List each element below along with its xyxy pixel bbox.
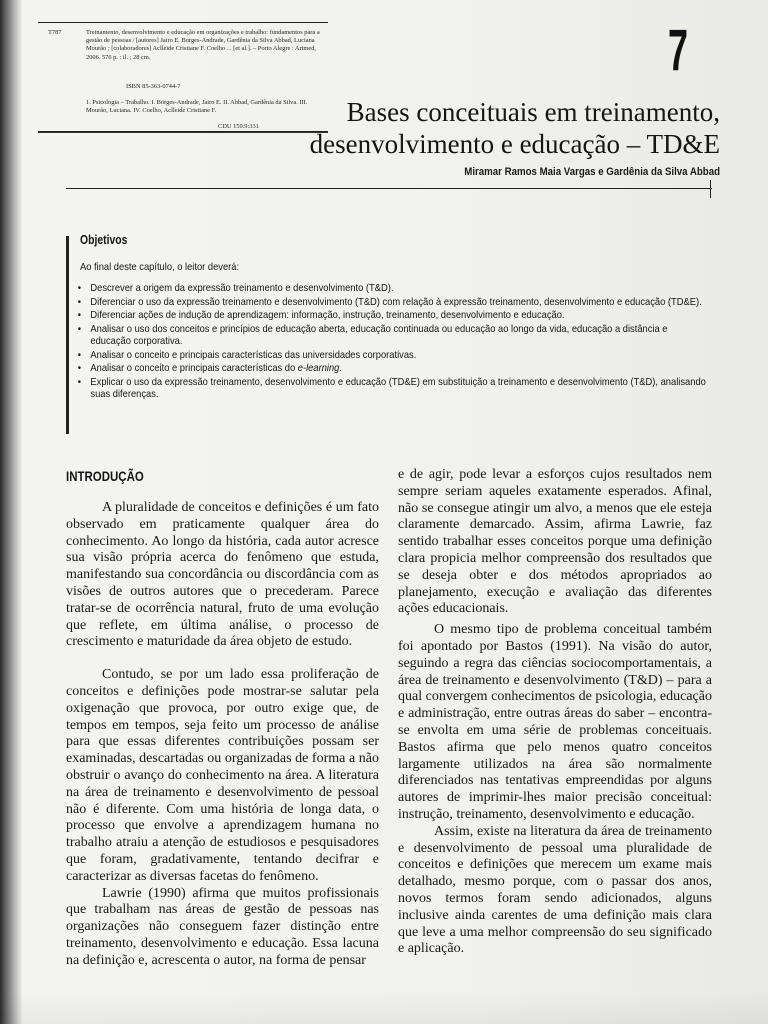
objective-text: Descrever a origem da expressão treinamento e desenvolvimento (T&D). [90, 283, 394, 294]
objectives-heading: Objetivos [80, 232, 128, 247]
objective-item [76, 310, 706, 323]
body-paragraph: e de agir, pode levar a esforços cujos resultados nem sempre seriam aqueles exatamente esperados. Afinal, não se consegue atingir um alvo, a menos que ele esteja claramente demarcado. Assim, afirma Lawrie, faz sentido trabalhar esses conceitos porque uma definição clara propicia melhor compreensão dos resultados que se deseja obter e dos métodos apropriados ao planejamento, execução e avaliação das diferentes ações educacionais. [398, 467, 712, 617]
body-paragraph: O mesmo tipo de problema conceitual também foi apontado por Bastos (1991). Na visão do autor, seguindo a regra das ciências sociocomportamentais, a área de treinamento e desenvolvimento (T&D) – para a qual convergem conhecimentos de psicologia, educação e administração, entre outras áreas do saber – encontra-se envolta em uma série de problemas conceituais. Bastos afirma que pelo menos quatro conceitos largamente utilizados na área são normalmente diferenciados nas tentativas empreendidas por alguns autores de imprimir-lhes maior precisão conceitual: instrução, treinamento, desenvolvimento e educação. [398, 622, 712, 822]
chapter-title-line-1: Bases conceituais em treinamento, [346, 97, 720, 127]
body-paragraph: A pluralidade de conceitos e definições é um fato observado em praticamente qualquer área do conhecimento. Ao longo da história, cada autor acresce sua visão própria acerca do fenômeno que estuda, manifestando sua concordância ou discordância com as visões de outros autores que o precederam. Parece tratar-se de ocorrência natural, fruto de uma evolução que reflete, em última análise, o processo de crescimento e maturidade da área objeto de estudo. [66, 500, 379, 650]
objective-item [76, 377, 706, 402]
bullet-icon: • [77, 363, 82, 374]
objective-text: Explicar o uso da expressão treinamento, desenvolvimento e educação (TD&E) em substituição a treinamento e desenvolvimento (T&D), analisando suas diferenças. [90, 376, 706, 400]
text-column-right [398, 467, 712, 958]
chapter-title [300, 96, 720, 160]
objectives-list [76, 283, 706, 403]
catalog-isbn: ISBN 85-363-0744-7 [126, 83, 181, 90]
bullet-icon: • [77, 310, 82, 321]
introduction-heading: INTRODUÇÃO [66, 468, 144, 484]
title-divider-tick [710, 180, 711, 198]
body-paragraph: Contudo, se por um lado essa proliferação de conceitos e definições pode mostrar-se salutar pela oxigenação que provoca, por outro exige que, de tempos em tempos, seja feito um processo de análise para que essas diferentes contribuições possam ser examinadas, descartadas ou organizadas de forma a não obstruir o avanço do conhecimento na área. A literatura na área de treinamento e desenvolvimento de pessoal não é diferente. Com uma história de longa data, o processo que envolve a aprendizagem humana no trabalho atraiu a atenção de estudiosos e pesquisadores que foram, gradativamente, tentando decifrar e caracterizar as diversas facetas do fenômeno. [66, 667, 379, 884]
chapter-number: 7 [668, 18, 689, 83]
catalog-divider [38, 132, 328, 133]
objectives-side-bar [66, 236, 69, 434]
bullet-icon: • [77, 283, 82, 294]
bullet-icon: • [77, 296, 82, 308]
objective-text: Diferenciar ações de indução de aprendizagem: informação, instrução, treinamento, desenvolvimento e educação. [90, 310, 565, 321]
title-divider [66, 188, 712, 189]
bullet-icon: • [77, 323, 82, 335]
objective-text: Analisar o conceito e principais características do e-learning. [90, 363, 342, 374]
book-spine-shadow [0, 0, 22, 1024]
objective-item [76, 363, 706, 376]
catalog-subjects: 1. Psicologia – Trabalho. I. Borges-Andrade, Jairo E. II. Abbad, Gardênia da Silva. III. Mourão, Luciana. IV. Coelho, Aclleide Cristiane F. [86, 99, 308, 115]
objective-item [76, 297, 706, 310]
objective-item [76, 324, 706, 349]
catalog-code: T787 [48, 29, 62, 36]
objective-emphasis: e-learning [297, 363, 340, 374]
chapter-authors: Miramar Ramos Maia Vargas e Gardênia da Silva Abbad [464, 166, 720, 178]
catalog-record [38, 22, 328, 132]
bullet-icon: • [77, 376, 82, 388]
objective-text: Analisar o uso dos conceitos e princípios de educação aberta, educação continuada ou educação ao longo da vida, educação a distância e educação corporativa. [90, 323, 668, 347]
objective-item [76, 350, 706, 363]
page-bottom-shadow [0, 990, 768, 1024]
catalog-cdu: CDU 159.9:331 [218, 123, 259, 130]
chapter-title-line-2: desenvolvimento e educação – TD&E [309, 129, 720, 159]
objective-item [76, 283, 706, 296]
body-paragraph: Assim, existe na literatura da área de treinamento e desenvolvimento de pessoal uma pluralidade de conceitos e definições que merecem um exame mais detalhado, mesmo porque, com o passar dos anos, novos termos foram sendo adicionados, alguns inclusive ainda carentes de uma definição mais clara que leve a uma melhor compreensão do seu significado e aplicação. [398, 823, 712, 957]
objective-text: Diferenciar o uso da expressão treinamento e desenvolvimento (T&D) com relação à expressão treinamento, desenvolvimento e educação (TD&E). [90, 296, 702, 308]
catalog-entry: Treinamento, desenvolvimento e educação em organizações e trabalho: fundamentos para a gestão de pessoas / [autores] Jairo E. Borges-Andrade, Gardênia da Silva Abbad, Luciana Mourão ; [colaboradores] Aclleide Cristiane F. Coelho ... [et al.]. – Porto Alegre : Artmed, 2006. 576 p. : il. ; 28 cm. [86, 29, 320, 61]
objectives-intro: Ao final deste capítulo, o leitor deverá: [80, 262, 240, 273]
objective-text: Analisar o conceito e principais características das universidades corporativas. [90, 349, 417, 361]
body-paragraph: Lawrie (1990) afirma que muitos profissionais que trabalham nas áreas de gestão de pessoas nas organizações não conseguem fazer distinção entre treinamento, desenvolvimento e educação. Essa lacuna na definição e, acrescenta o autor, na forma de pensar [66, 885, 379, 968]
text-column-left [66, 500, 379, 970]
bullet-icon: • [77, 349, 82, 361]
